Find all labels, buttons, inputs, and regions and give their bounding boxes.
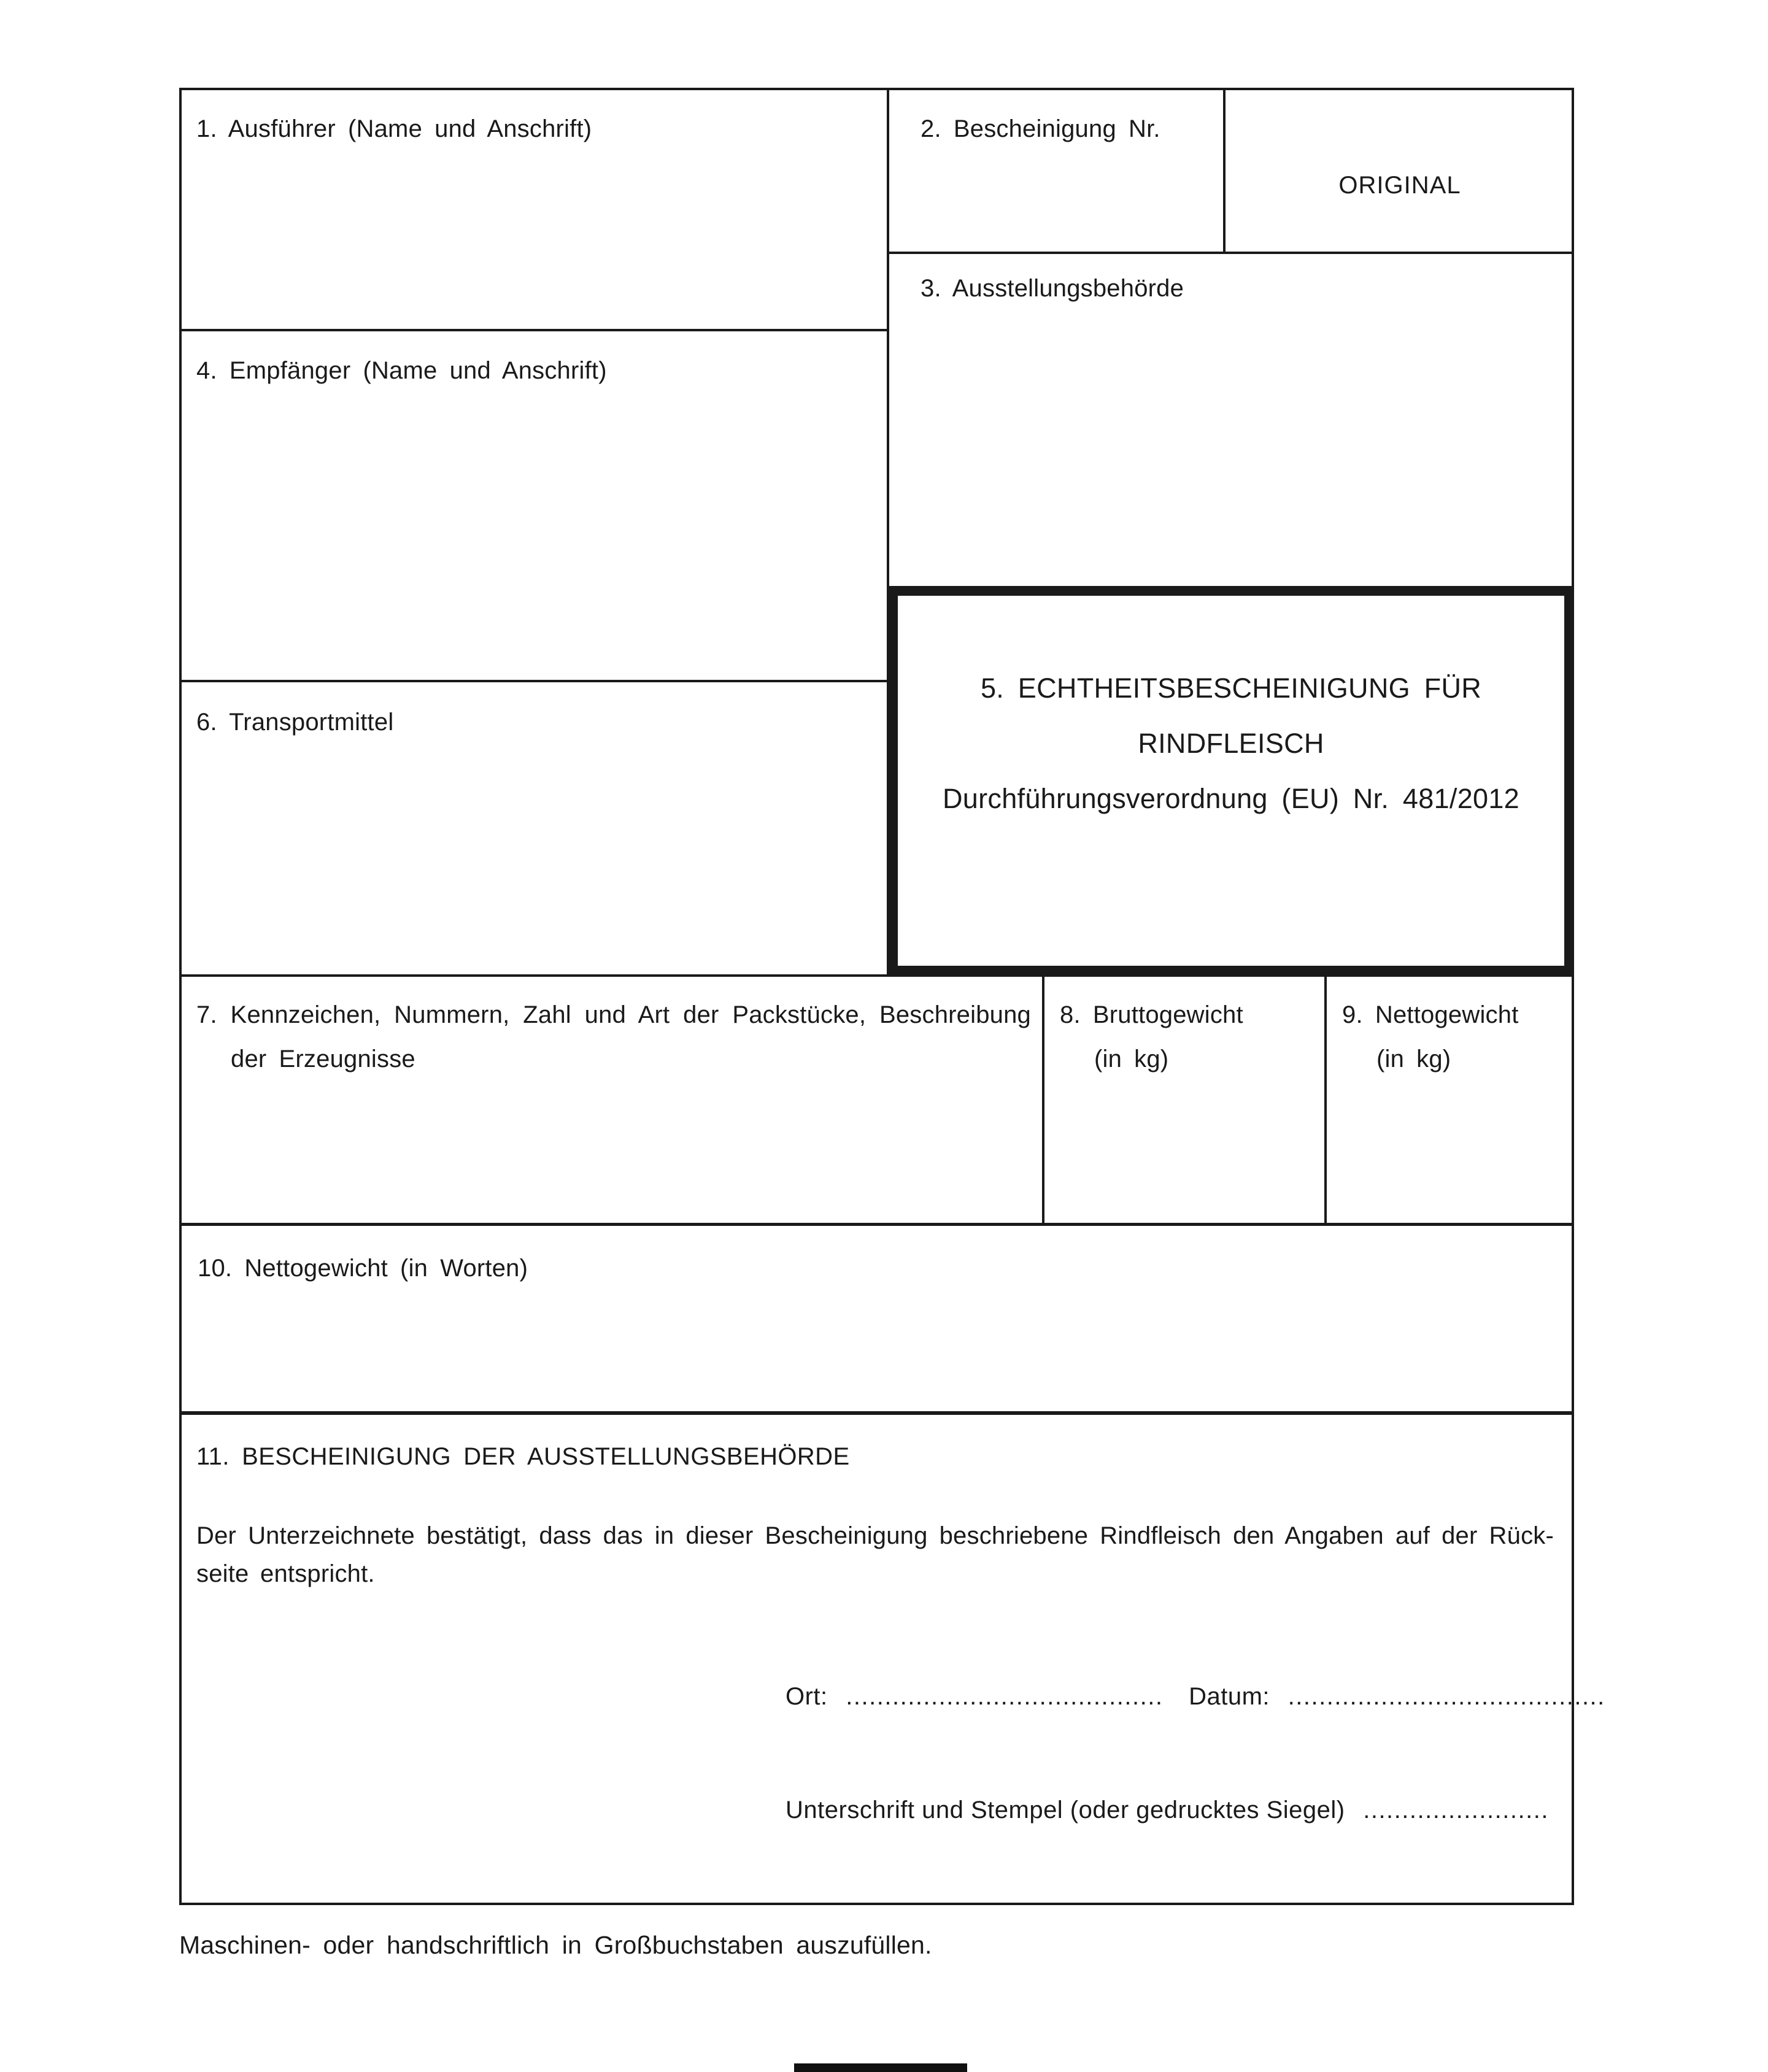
certificate-number-row-bottom-line xyxy=(888,252,1574,254)
regulation-reference: Durchführungsverordnung (EU) Nr. 481/2012 xyxy=(943,783,1519,814)
exporter-label: 1. Ausführer (Name und Anschrift) xyxy=(196,115,592,142)
certificate-number-label: 2. Bescheinigung Nr. xyxy=(921,115,1160,142)
place-label: Ort: xyxy=(786,1683,828,1710)
authenticity-title-line2: RINDFLEISCH xyxy=(1138,728,1324,759)
packages-gross-divider-line xyxy=(1042,974,1044,1224)
net-weight-words-label: 10. Nettogewicht (in Worten) xyxy=(198,1255,528,1282)
signature-stamp-label: Unterschrift und Stempel (oder gedrucktes Siegel) xyxy=(786,1797,1345,1824)
place-dots: ......................................... xyxy=(846,1683,1164,1710)
fill-instruction-note: Maschinen- oder handschriftlich in Großbuchstaben auszufüllen. xyxy=(179,1931,932,1959)
authenticity-title-line1: 5. ECHTHEITSBESCHEINIGUNG FÜR xyxy=(980,672,1482,704)
certification-statement-line2: seite entspricht. xyxy=(196,1560,375,1587)
authority-certification-heading: 11. BESCHEINIGUNG DER AUSSTELLUNGSBEHÖRDE xyxy=(196,1443,850,1470)
netweight-words-bottom-line xyxy=(179,1411,1574,1415)
place-date-line xyxy=(786,1683,1605,1711)
signature-dots: ........................ xyxy=(1363,1797,1549,1824)
consignee-label: 4. Empfänger (Name und Anschrift) xyxy=(196,357,607,384)
authenticity-certificate-box xyxy=(888,586,1574,976)
certification-statement xyxy=(196,1517,1554,1593)
packages-description-label xyxy=(196,993,1031,1081)
gross-weight-unit: (in kg) xyxy=(1094,1046,1169,1073)
packages-description-line2: der Erzeugnisse xyxy=(231,1046,415,1073)
gross-weight-line1: 8. Bruttogewicht xyxy=(1060,1001,1243,1028)
packages-row-bottom-line xyxy=(179,1223,1574,1226)
transport-means-label: 6. Transportmittel xyxy=(196,709,394,736)
net-weight-unit: (in kg) xyxy=(1376,1046,1451,1073)
gross-net-divider-line xyxy=(1324,974,1327,1224)
original-stamp: ORIGINAL xyxy=(1338,172,1461,199)
certification-statement-line1: Der Unterzeichnete bestätigt, dass das in dieser Bescheinigung beschriebene Rindfleisch den Angaben auf der Rück- xyxy=(196,1522,1554,1549)
packages-description-line1: 7. Kennzeichen, Nummern, Zahl und Art der Packstücke, Beschreibung xyxy=(196,1001,1031,1028)
consignee-transport-divider-line xyxy=(179,680,889,682)
issuing-authority-label: 3. Ausstellungsbehörde xyxy=(921,275,1184,302)
date-label: Datum: xyxy=(1189,1683,1270,1710)
packages-row-top-line xyxy=(179,974,1574,977)
exporter-consignee-divider-line xyxy=(179,329,889,331)
page-marker-bar xyxy=(794,2063,967,2072)
net-weight-line1: 9. Nettogewicht xyxy=(1342,1001,1519,1028)
date-dots: ......................................... xyxy=(1287,1683,1605,1710)
signature-stamp-line xyxy=(786,1797,1549,1824)
gross-weight-label xyxy=(1060,993,1305,1081)
net-weight-label xyxy=(1342,993,1563,1081)
